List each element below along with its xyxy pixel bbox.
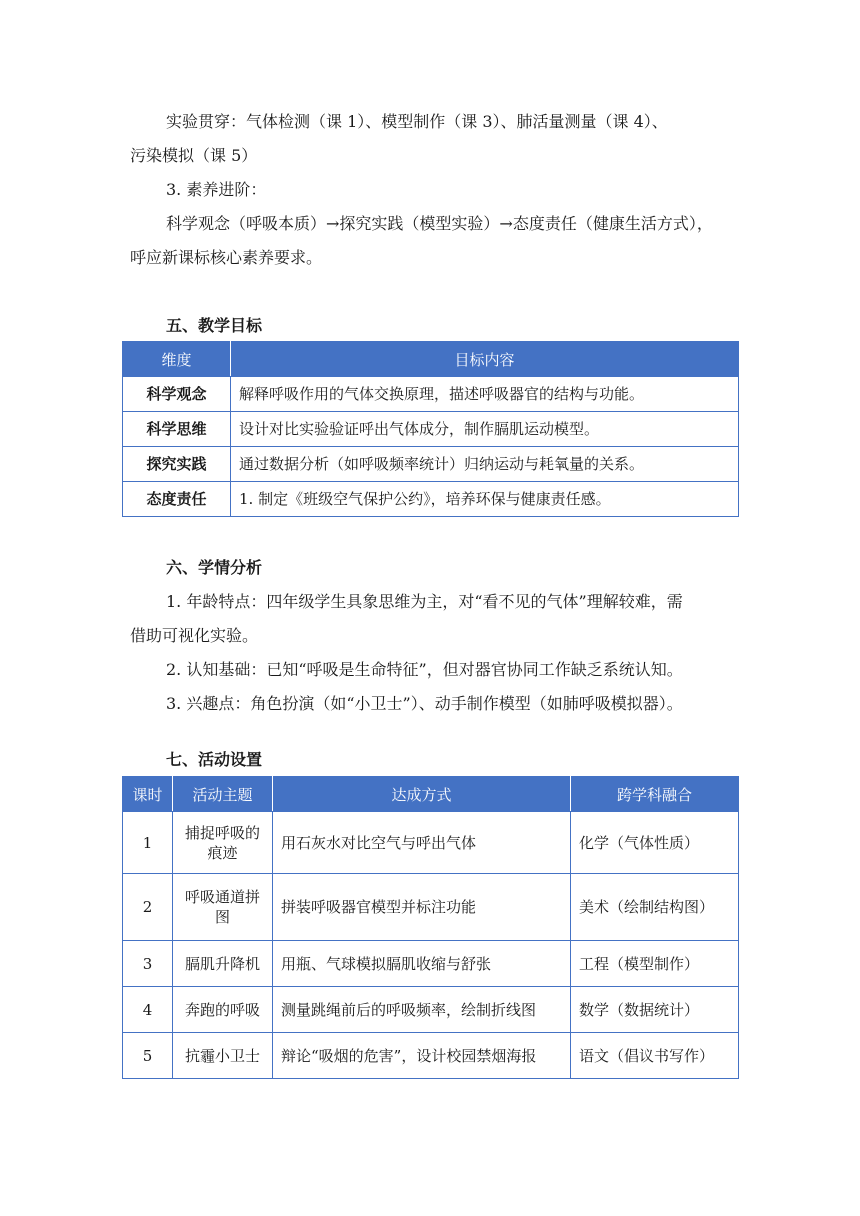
table-row — [123, 941, 739, 987]
activity-theme: 捕捉呼吸的痕迹 — [173, 812, 273, 874]
table-row — [123, 377, 739, 412]
activity-theme: 奔跑的呼吸 — [173, 987, 273, 1033]
activity-method: 辩论“吸烟的危害”，设计校园禁烟海报 — [273, 1033, 571, 1079]
lesson-number: 2 — [123, 874, 173, 941]
activity-method: 用瓶、气球模拟膈肌收缩与舒张 — [273, 941, 571, 987]
table-row — [123, 447, 739, 482]
dimension-cell: 探究实践 — [123, 447, 231, 482]
activity-theme: 呼吸通道拼图 — [173, 874, 273, 941]
cross-subject: 数学（数据统计） — [571, 987, 739, 1033]
intro-line-2: 污染模拟（课 5） — [130, 146, 258, 165]
goal-content-cell: 通过数据分析（如呼吸频率统计）归纳运动与耗氧量的关系。 — [231, 447, 739, 482]
table-row — [123, 482, 739, 517]
table-header-row — [123, 342, 739, 377]
intro-line-3: 3. 素养进阶： — [166, 180, 267, 199]
goal-content-cell: 解释呼吸作用的气体交换原理，描述呼吸器官的结构与功能。 — [231, 377, 739, 412]
lesson-number: 1 — [123, 812, 173, 874]
dimension-cell: 态度责任 — [123, 482, 231, 517]
header-goal-content: 目标内容 — [231, 342, 739, 377]
intro-line-5: 呼应新课标核心素养要求。 — [130, 248, 323, 267]
lesson-number: 5 — [123, 1033, 173, 1079]
lesson-number: 3 — [123, 941, 173, 987]
dimension-cell: 科学思维 — [123, 412, 231, 447]
goal-content-cell: 1. 制定《班级空气保护公约》，培养环保与健康责任感。 — [231, 482, 739, 517]
teaching-goals-table — [122, 341, 739, 517]
learner-analysis-3: 3. 兴趣点：角色扮演（如“小卫士”）、动手制作模型（如肺呼吸模拟器）。 — [166, 694, 683, 713]
header-activity-theme: 活动主题 — [173, 777, 273, 812]
header-lesson: 课时 — [123, 777, 173, 812]
header-dimension: 维度 — [123, 342, 231, 377]
intro-line-4: 科学观念（呼吸本质）→探究实践（模型实验）→态度责任（健康生活方式）， — [166, 214, 713, 233]
lesson-number: 4 — [123, 987, 173, 1033]
section-7-title: 七、活动设置 — [166, 750, 263, 769]
table-header-row — [123, 777, 739, 812]
learner-analysis-1a: 1. 年龄特点：四年级学生具象思维为主，对“看不见的气体”理解较难，需 — [166, 592, 683, 611]
cross-subject: 化学（气体性质） — [571, 812, 739, 874]
activity-method: 拼装呼吸器官模型并标注功能 — [273, 874, 571, 941]
table-row — [123, 1033, 739, 1079]
activity-method: 用石灰水对比空气与呼出气体 — [273, 812, 571, 874]
table-row — [123, 874, 739, 941]
header-method: 达成方式 — [273, 777, 571, 812]
intro-line-1: 实验贯穿：气体检测（课 1）、模型制作（课 3）、肺活量测量（课 4）、 — [166, 112, 668, 131]
activity-table — [122, 776, 739, 1079]
cross-subject: 工程（模型制作） — [571, 941, 739, 987]
cross-subject: 语文（倡议书写作） — [571, 1033, 739, 1079]
learner-analysis-1b: 借助可视化实验。 — [130, 626, 259, 645]
learner-analysis-2: 2. 认知基础：已知“呼吸是生命特征”，但对器官协同工作缺乏系统认知。 — [166, 660, 683, 679]
activity-method: 测量跳绳前后的呼吸频率，绘制折线图 — [273, 987, 571, 1033]
activity-theme: 膈肌升降机 — [173, 941, 273, 987]
cross-subject: 美术（绘制结构图） — [571, 874, 739, 941]
activity-theme: 抗霾小卫士 — [173, 1033, 273, 1079]
dimension-cell: 科学观念 — [123, 377, 231, 412]
section-6-title: 六、学情分析 — [166, 558, 263, 577]
table-row — [123, 812, 739, 874]
section-5-title: 五、教学目标 — [166, 316, 263, 335]
goal-content-cell: 设计对比实验验证呼出气体成分，制作膈肌运动模型。 — [231, 412, 739, 447]
table-row — [123, 987, 739, 1033]
header-cross-subject: 跨学科融合 — [571, 777, 739, 812]
table-row — [123, 412, 739, 447]
